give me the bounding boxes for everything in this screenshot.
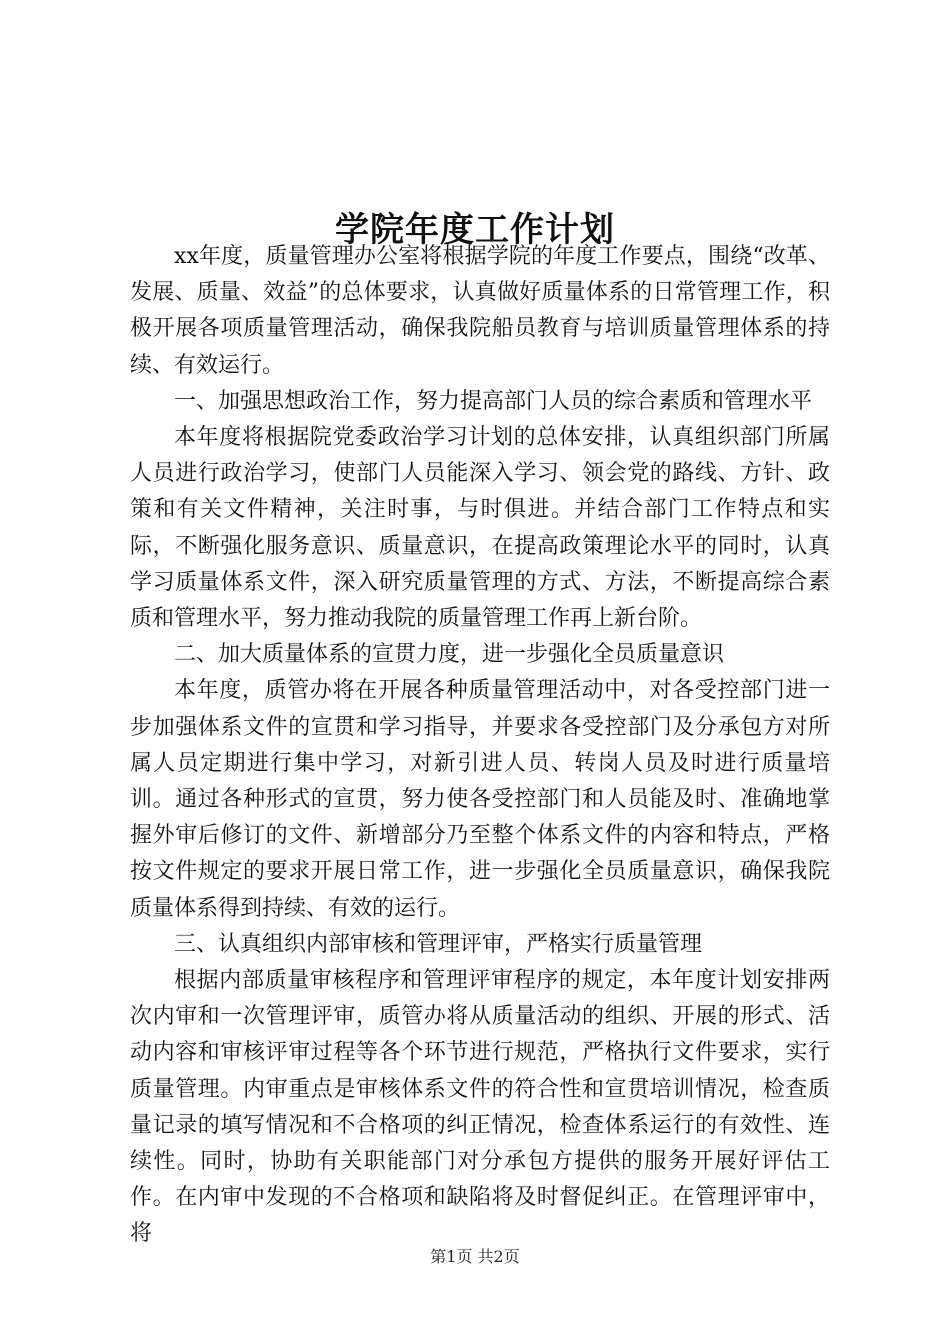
section-heading-2: 二、加大质量体系的宣贯力度，进一步强化全员质量意识 xyxy=(174,642,725,668)
section-heading-1: 一、加强思想政治工作，努力提高部门人员的综合素质和管理水平 xyxy=(174,388,813,414)
document-body xyxy=(130,239,830,1253)
paragraph-section-1: 本年度将根据院党委政治学习计划的总体安排，认真组织部门所属人员进行政治学习，使部门人员能深入学习、领会党的路线、方针、政策和有关文件精神，关注时事，与时俱进。并结合部门工作特点和实际，不断强化服务意识、质量意识，在提高政策理论水平的同时，认真学习质量体系文件，深入研究质量管理的方式、方法，不断提高综合素质和管理水平，努力推动我院的质量管理工作再上新台阶。 xyxy=(130,425,830,632)
paragraph-section-2: 本年度，质管办将在开展各种质量管理活动中，对各受控部门进一步加强体系文件的宣贯和学习指导，并要求各受控部门及分承包方对所属人员定期进行集中学习，对新引进人员、转岗人员及时进行质量培训。通过各种形式的宣贯，努力使各受控部门和人员能及时、准确地掌握外审后修订的文件、新增部分乃至整个体系文件的内容和特点，严格按文件规定的要求开展日常工作，进一步强化全员质量意识，确保我院质量体系得到持续、有效的运行。 xyxy=(130,678,830,921)
document-title: 学院年度工作计划 xyxy=(335,209,615,250)
paragraph-section-3: 根据内部质量审核程序和管理评审程序的规定，本年度计划安排两次内审和一次管理评审，质管办将从质量活动的组织、开展的形式、活动内容和审核评审过程等各个环节进行规范，严格执行文件要求，实行质量管理。内审重点是审核体系文件的符合性和宣贯培训情况，检查质量记录的填写情况和不合格项的纠正情况，检查体系运行的有效性、连续性。同时，协助有关职能部门对分承包方提供的服务开展好评估工作。在内审中发现的不合格项和缺陷将及时督促纠正。在管理评审中，将 xyxy=(130,968,830,1247)
section-heading-3: 三、认真组织内部审核和管理评审，严格实行质量管理 xyxy=(174,931,703,957)
page-footer: 第1页 共2页 xyxy=(430,1247,520,1266)
paragraph-intro: xx年度，质量管理办公室将根据学院的年度工作要点，围绕“改革、发展、质量、效益”的总体要求，认真做好质量体系的日常管理工作，积极开展各项质量管理活动，确保我院船员教育与培训质量管理体系的持续、有效运行。 xyxy=(130,244,830,378)
